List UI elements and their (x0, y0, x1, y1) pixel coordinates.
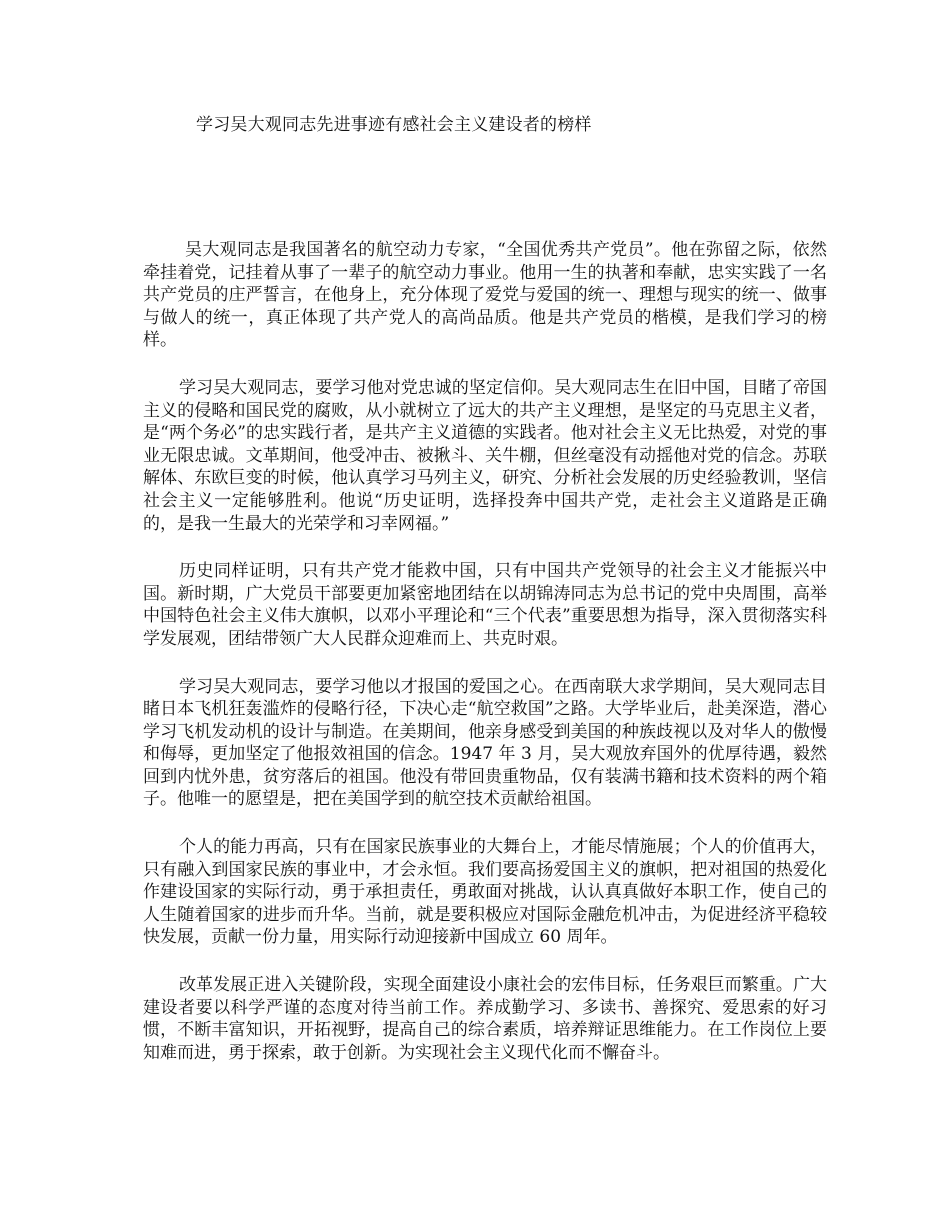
document-body (143, 239, 827, 1089)
paragraph-4: 学习吴大观同志，要学习他以才报国的爱国之心。在西南联大求学期间，吴大观同志目睹日本飞机狂轰滥炸的侵略行径，下决心走“航空救国”之路。大学毕业后，赴美深造，潜心学习飞机发动机的设计与制造。在美期间，他亲身感受到美国的种族歧视以及对华人的傲慢和侮辱，更加坚定了他报效祖国的信念。1947 年 3 月，吴大观放弃国外的优厚待遇，毅然回到内忧外患，贫穷落后的祖国。他没有带回贵重物品，仅有装满书籍和技术资料的两个箱子。他唯一的愿望是，把在美国学到的航空技术贡献给祖国。 (143, 676, 827, 810)
paragraph-6: 改革发展正进入关键阶段，实现全面建设小康社会的宏伟目标，任务艰巨而繁重。广大建设者要以科学严谨的态度对待当前工作。养成勤学习、多读书、善探究、爱思索的好习惯，不断丰富知识，开拓视野，提高自己的综合素质，培养辩证思维能力。在工作岗位上要知难而进，勇于探索，敢于创新。为实现社会主义现代化而不懈奋斗。 (143, 975, 827, 1063)
paragraph-1: 吴大观同志是我国著名的航空动力专家，“全国优秀共产党员”。他在弥留之际，依然牵挂着党，记挂着从事了一辈子的航空动力事业。他用一生的执著和奉献，忠实实践了一名共产党员的庄严誓言，在他身上，充分体现了爱党与爱国的统一、理想与现实的统一、做事与做人的统一，真正体现了共产党人的高尚品质。他是共产党员的楷模，是我们学习的榜样。 (143, 240, 827, 351)
paragraph-5: 个人的能力再高，只有在国家民族事业的大舞台上，才能尽情施展；个人的价值再大，只有融入到国家民族的事业中，才会永恒。我们要高扬爱国主义的旗帜，把对祖国的热爱化作建设国家的实际行动，勇于承担责任，勇敢面对挑战，认认真真做好本职工作，使自己的人生随着国家的进步而升华。当前，就是要积极应对国际金融危机冲击，为促进经济平稳较快发展，贡献一份力量，用实际行动迎接新中国成立 60 周年。 (143, 837, 827, 948)
document-title: 学习吴大观同志先进事迹有感社会主义建设者的榜样 (196, 115, 592, 135)
paragraph-2: 学习吴大观同志，要学习他对党忠诚的坚定信仰。吴大观同志生在旧中国，目睹了帝国主义的侵略和国民党的腐败，从小就树立了远大的共产主义理想，是坚定的马克思主义者，是“两个务必”的忠实践行者，是共产主义道德的实践者。他对社会主义无比热爱，对党的事业无限忠诚。文革期间，他受冲击、被揪斗、关牛棚，但丝毫没有动摇他对党的信念。苏联解体、东欧巨变的时候，他认真学习马列主义，研究、分析社会发展的历史经验教训，坚信社会主义一定能够胜利。他说“历史证明，选择投奔中国共产党，走社会主义道路是正确的，是我一生最大的光荣学和习幸网福。” (143, 377, 827, 534)
paragraph-3: 历史同样证明，只有共产党才能救中国，只有中国共产党领导的社会主义才能振兴中国。新时期，广大党员干部要更加紧密地团结在以胡锦涛同志为总书记的党中央周围，高举中国特色社会主义伟大旗帜，以邓小平理论和“三个代表”重要思想为指导，深入贯彻落实科学发展观，团结带领广大人民群众迎难而上、共克时艰。 (143, 561, 827, 649)
